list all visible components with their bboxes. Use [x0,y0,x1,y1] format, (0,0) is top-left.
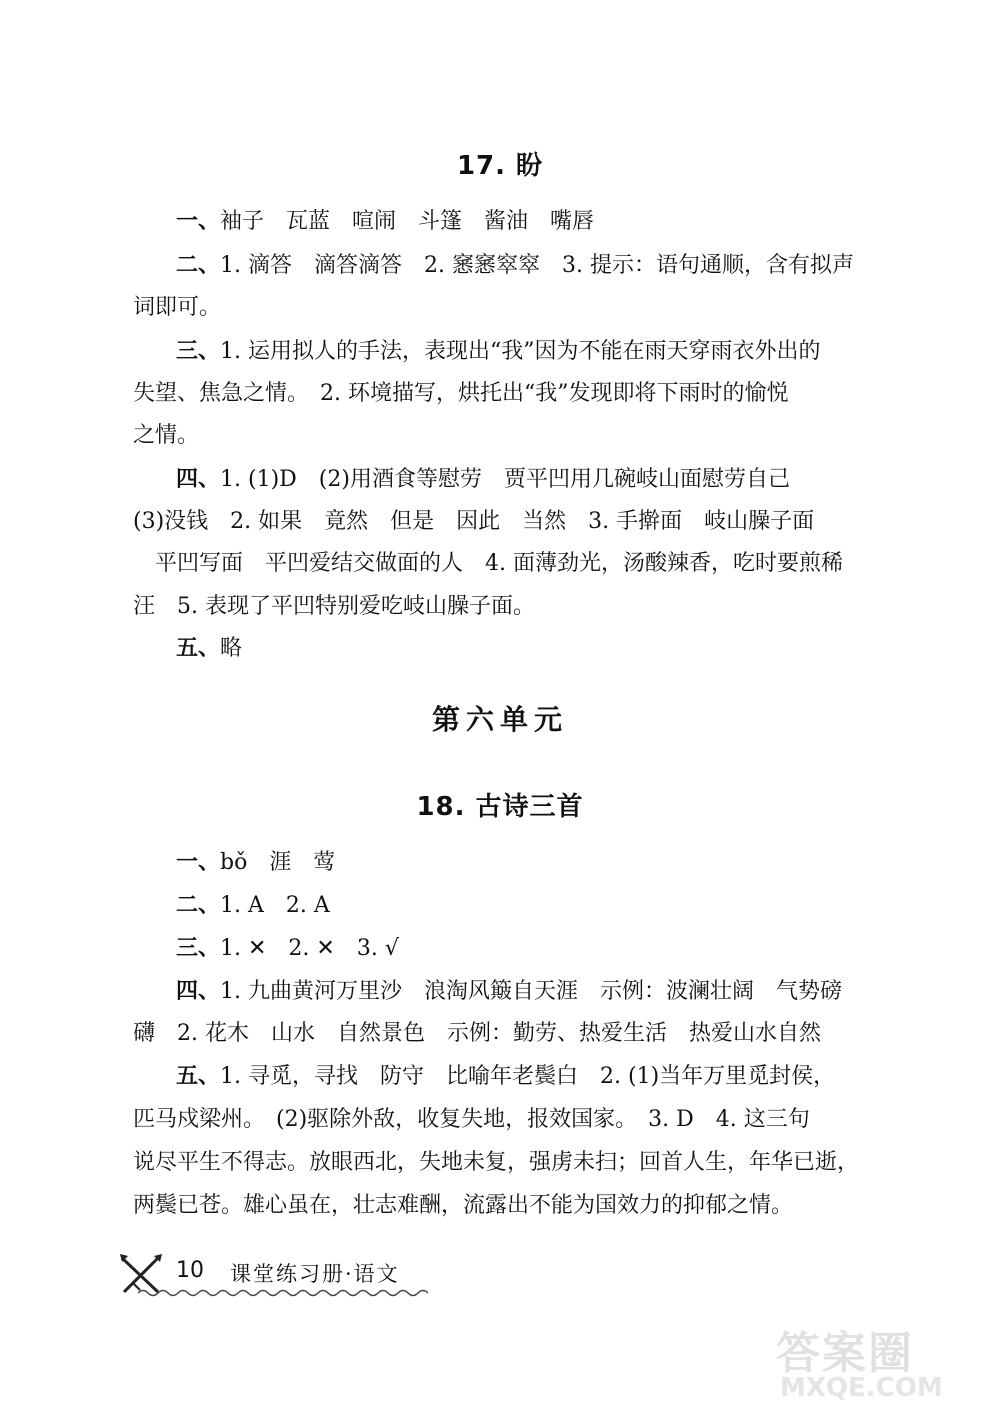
s17-line-4-text: 1. 运用拟人的手法，表现出“我”因为不能在雨天穿雨衣外出的 [220,339,821,364]
watermark-logo: 答案圈 [776,1328,914,1379]
s18-line-2 [176,891,330,921]
watermark-url: MXQE.COM [780,1373,943,1403]
s17-line-7-mark: 四、 [176,467,221,492]
page-number: 10 [176,1258,204,1283]
s17-line-1-mark: 一、 [176,209,221,234]
s17-line-3-text: 词即可。 [133,295,222,320]
s17-line-11 [176,634,242,664]
s17-line-10 [133,592,535,622]
s17-line-9 [133,549,843,579]
s17-line-7 [176,465,790,495]
s17-line-8 [133,507,814,537]
s17-line-11-text: 略 [220,636,243,661]
s18-line-5-text: 礴 2. 花木 山水 自然景色 示例：勤劳、热爱生活 热爱山水自然 [133,1021,821,1046]
s17-line-3 [133,293,221,323]
s17-line-5-text: 失望、焦急之情。 2. 环境描写，烘托出“我”发现即将下雨时的愉悦 [133,381,789,406]
s17-line-1 [176,207,594,237]
s18-line-3-mark: 三、 [176,936,221,961]
page-footer [118,1252,438,1302]
s17-line-2 [176,251,854,281]
book-title: 课堂练习册·语文 [230,1262,400,1286]
s18-line-6-text: 1. 寻觅，寻找 防守 比喻年老鬓白 2. (1)当年万里觅封侯， [220,1064,836,1089]
s17-line-9-text: 平凹写面 平凹爱结交做面的人 4. 面薄劲光，汤酸辣香，吃时要煎稀 [133,551,843,576]
s18-line-7-text: 匹马戍梁州。 (2)驱除外敌，收复失地，报效国家。 3. D 4. 这三句 [133,1107,810,1132]
watermark [740,1317,980,1407]
s18-line-6-mark: 五、 [176,1064,221,1089]
s18-line-8 [133,1148,859,1178]
s18-line-5 [133,1019,821,1049]
s18-line-7 [133,1105,810,1135]
s17-line-6 [133,421,199,451]
s17-line-11-mark: 五、 [176,636,221,661]
unit-title: 第六单元 [431,703,568,736]
section-18-title: 18. 古诗三首 [416,792,584,822]
s17-line-6-text: 之情。 [133,423,200,448]
s17-line-8-text: (3)没钱 2. 如果 竟然 但是 因此 当然 3. 手擀面 岐山臊子面 [133,509,815,534]
s18-line-9 [133,1191,793,1221]
s18-line-1 [176,848,335,878]
s17-line-2-mark: 二、 [176,253,221,278]
s17-line-2-text: 1. 滴答 滴答滴答 2. 窸窸窣窣 3. 提示：语句通顺，含有拟声 [220,253,854,278]
wave-underline [138,1288,428,1298]
s18-line-1-text: bǒ 涯 莺 [220,850,336,875]
s18-line-6 [176,1062,835,1092]
s18-line-1-mark: 一、 [176,850,221,875]
s18-line-4-text: 1. 九曲黄河万里沙 浪淘风簸自天涯 示例：波澜壮阔 气势磅 [220,979,843,1004]
section-17-title: 17. 盼 [456,151,544,181]
s18-line-2-mark: 二、 [176,893,221,918]
s17-line-1-text: 袖子 瓦蓝 喧闹 斗篷 酱油 嘴唇 [220,209,595,234]
s18-line-2-text: 1. A 2. A [220,893,330,918]
s18-line-4 [176,977,842,1007]
s17-line-10-text: 汪 5. 表现了平凹特别爱吃岐山臊子面。 [133,594,535,619]
s17-line-4-mark: 三、 [176,339,221,364]
s18-line-4-mark: 四、 [176,979,221,1004]
s17-line-5 [133,379,788,409]
s18-line-3-text: 1. ✕ 2. ✕ 3. √ [220,936,399,961]
s17-line-7-text: 1. (1)D (2)用酒食等慰劳 贾平凹用几碗岐山面慰劳自己 [220,467,790,492]
s18-line-8-text: 说尽平生不得志。放眼西北，失地未复，强虏未扫；回首人生，年华已逝， [133,1150,860,1175]
s18-line-9-text: 两鬓已苍。雄心虽在，壮志难酬，流露出不能为国效力的抑郁之情。 [133,1193,794,1218]
s18-line-3 [176,934,399,964]
s17-line-4 [176,337,821,367]
